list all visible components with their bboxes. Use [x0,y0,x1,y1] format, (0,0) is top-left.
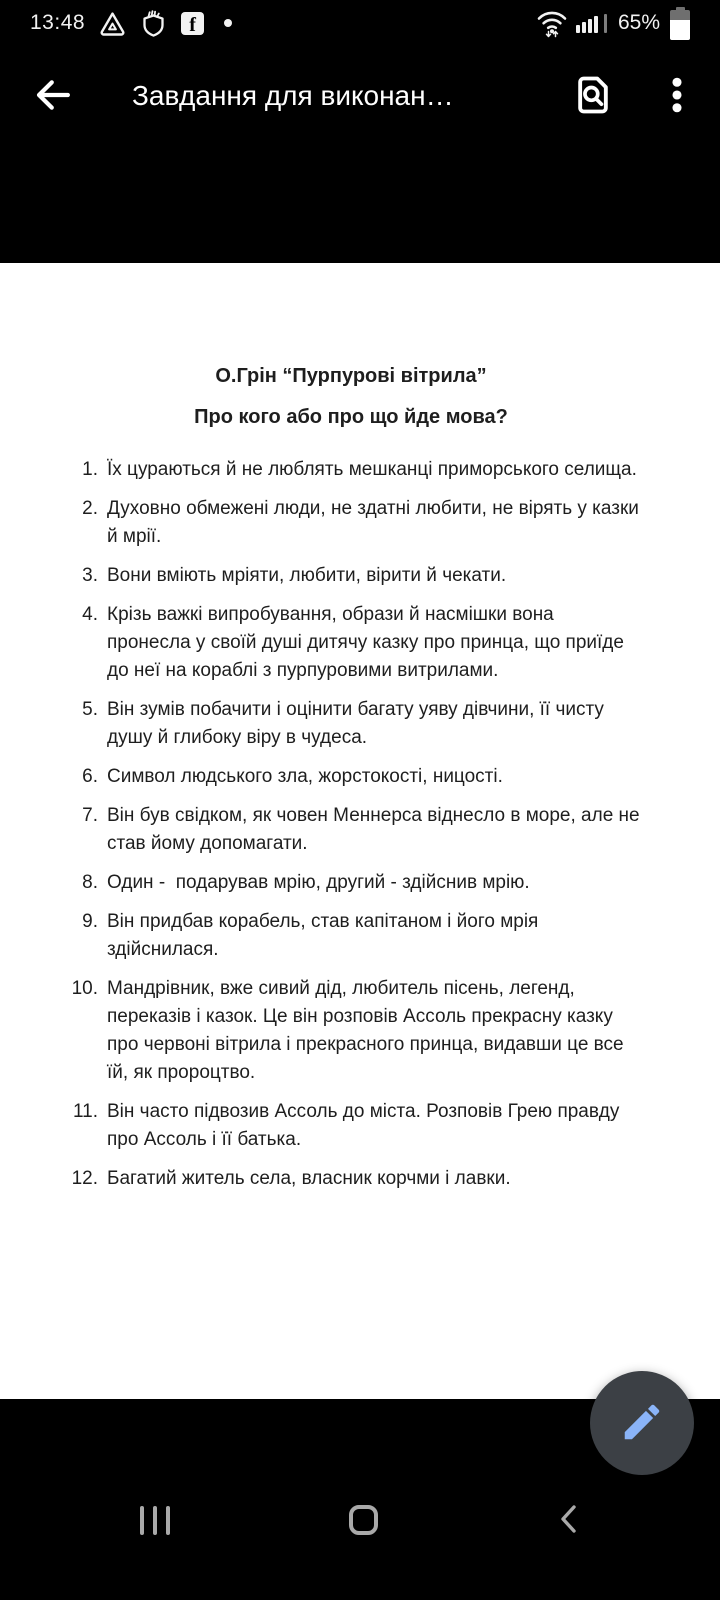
list-item-10 [60,975,642,1087]
list-item-text: Крізь важкі випробування, образи й насмішки вона пронесла у своїй душі дитячу казку про принца, що приїде до неї на кораблі з пурпуровими витрилами. [107,604,630,681]
list-item-number: 6. [82,766,98,787]
list-item-number: 1. [82,459,98,480]
list-item-number: 9. [82,911,98,932]
drive-notification-icon [99,11,126,36]
overflow-menu-button[interactable] [660,71,694,121]
list-item-2 [60,495,645,551]
list-item-number: 2. [82,498,98,519]
list-item-number: 11. [72,1101,98,1122]
back-chevron-icon [556,1502,580,1539]
wifi-icon [535,8,569,38]
find-in-document-button[interactable] [568,71,618,121]
list-item-7 [60,802,645,858]
back-button[interactable] [30,73,76,119]
list-item-3 [60,562,642,590]
navigation-bar [0,1485,720,1555]
list-item-text: Він придбав корабель, став капітаном і його мрія здійснилася. [107,911,544,960]
home-icon [349,1505,378,1535]
list-item-number: 5. [82,699,98,720]
status-bar-left [30,10,232,37]
doc-subtitle: Про кого або про що йде мова? [194,406,508,428]
list-item-text: Духовно обмежені люди, не здатні любити, не вірять у казки й мрії. [107,498,645,547]
list-item-text: Багатий житель села, власник корчми і лавки. [107,1168,511,1189]
facebook-notification-icon [181,12,204,35]
nav-back-button[interactable] [556,1502,580,1539]
list-item-number: 3. [82,565,98,586]
list-item-number: 10. [71,978,98,999]
find-in-document-icon [571,73,615,120]
battery-icon [670,7,690,40]
status-bar [0,0,720,46]
back-arrow-icon [32,74,74,119]
recents-button[interactable] [140,1506,170,1535]
app-bar [0,46,720,146]
clock: 13:48 [30,11,86,34]
list-item-number: 8. [82,872,98,893]
list-item-5 [60,696,642,752]
edit-fab[interactable] [590,1371,694,1475]
list-item-text: Вони вміють мріяти, любити, вірити й чекати. [107,565,507,586]
list-item-text: Символ людського зла, жорстокості, ницості. [107,766,503,787]
list-item-text: Він зумів побачити і оцінити багату уяву дівчини, її чисту душу й глибоку віру в чудеса. [107,699,610,748]
list-item-11 [60,1098,642,1154]
signal-strength-icon [576,14,607,33]
status-bar-right [535,7,690,40]
shield-hand-notification-icon [140,10,167,37]
list-item-number: 7. [82,805,98,826]
list-item-1 [60,456,642,484]
list-item-12 [60,1165,642,1193]
notification-dot-icon [224,19,232,27]
list-item-number: 12. [71,1168,98,1189]
app-bar-title: Завдання для виконан… [132,80,454,111]
list-item-8 [60,869,642,897]
list-item-number: 4. [82,604,98,625]
list-item-9 [60,908,642,964]
list-item-4 [60,601,642,685]
list-item-text: Один - подарував мрію, другий - здійснив мрію. [107,872,530,893]
list-item-6 [60,763,642,791]
list-item-text: Він часто підвозив Ассоль до міста. Розповів Грею правду про Ассоль і її батька. [107,1101,625,1150]
home-button[interactable] [349,1505,378,1535]
battery-percent: 65% [617,11,660,34]
recents-icon [140,1506,170,1535]
overflow-menu-icon [660,73,694,120]
doc-title: О.Грін “Пурпурові вітрила” [215,365,487,387]
facebook-f-glyph: f [189,13,196,35]
pencil-icon [619,1399,665,1448]
document-page[interactable] [0,263,720,1399]
list-item-text: Він був свідком, як човен Меннерса віднесло в море, але не став йому допомагати. [107,805,645,854]
list-item-text: Мандрівник, вже сивий дід, любитель пісень, легенд, переказів і казок. Це він розповів Ассоль прекрасну казку про червоні вітрила і прекрасного принца, видавши це все їй, як пророцтво. [107,978,629,1083]
list-item-text: Їх цураються й не люблять мешканці приморського селища. [107,459,637,480]
